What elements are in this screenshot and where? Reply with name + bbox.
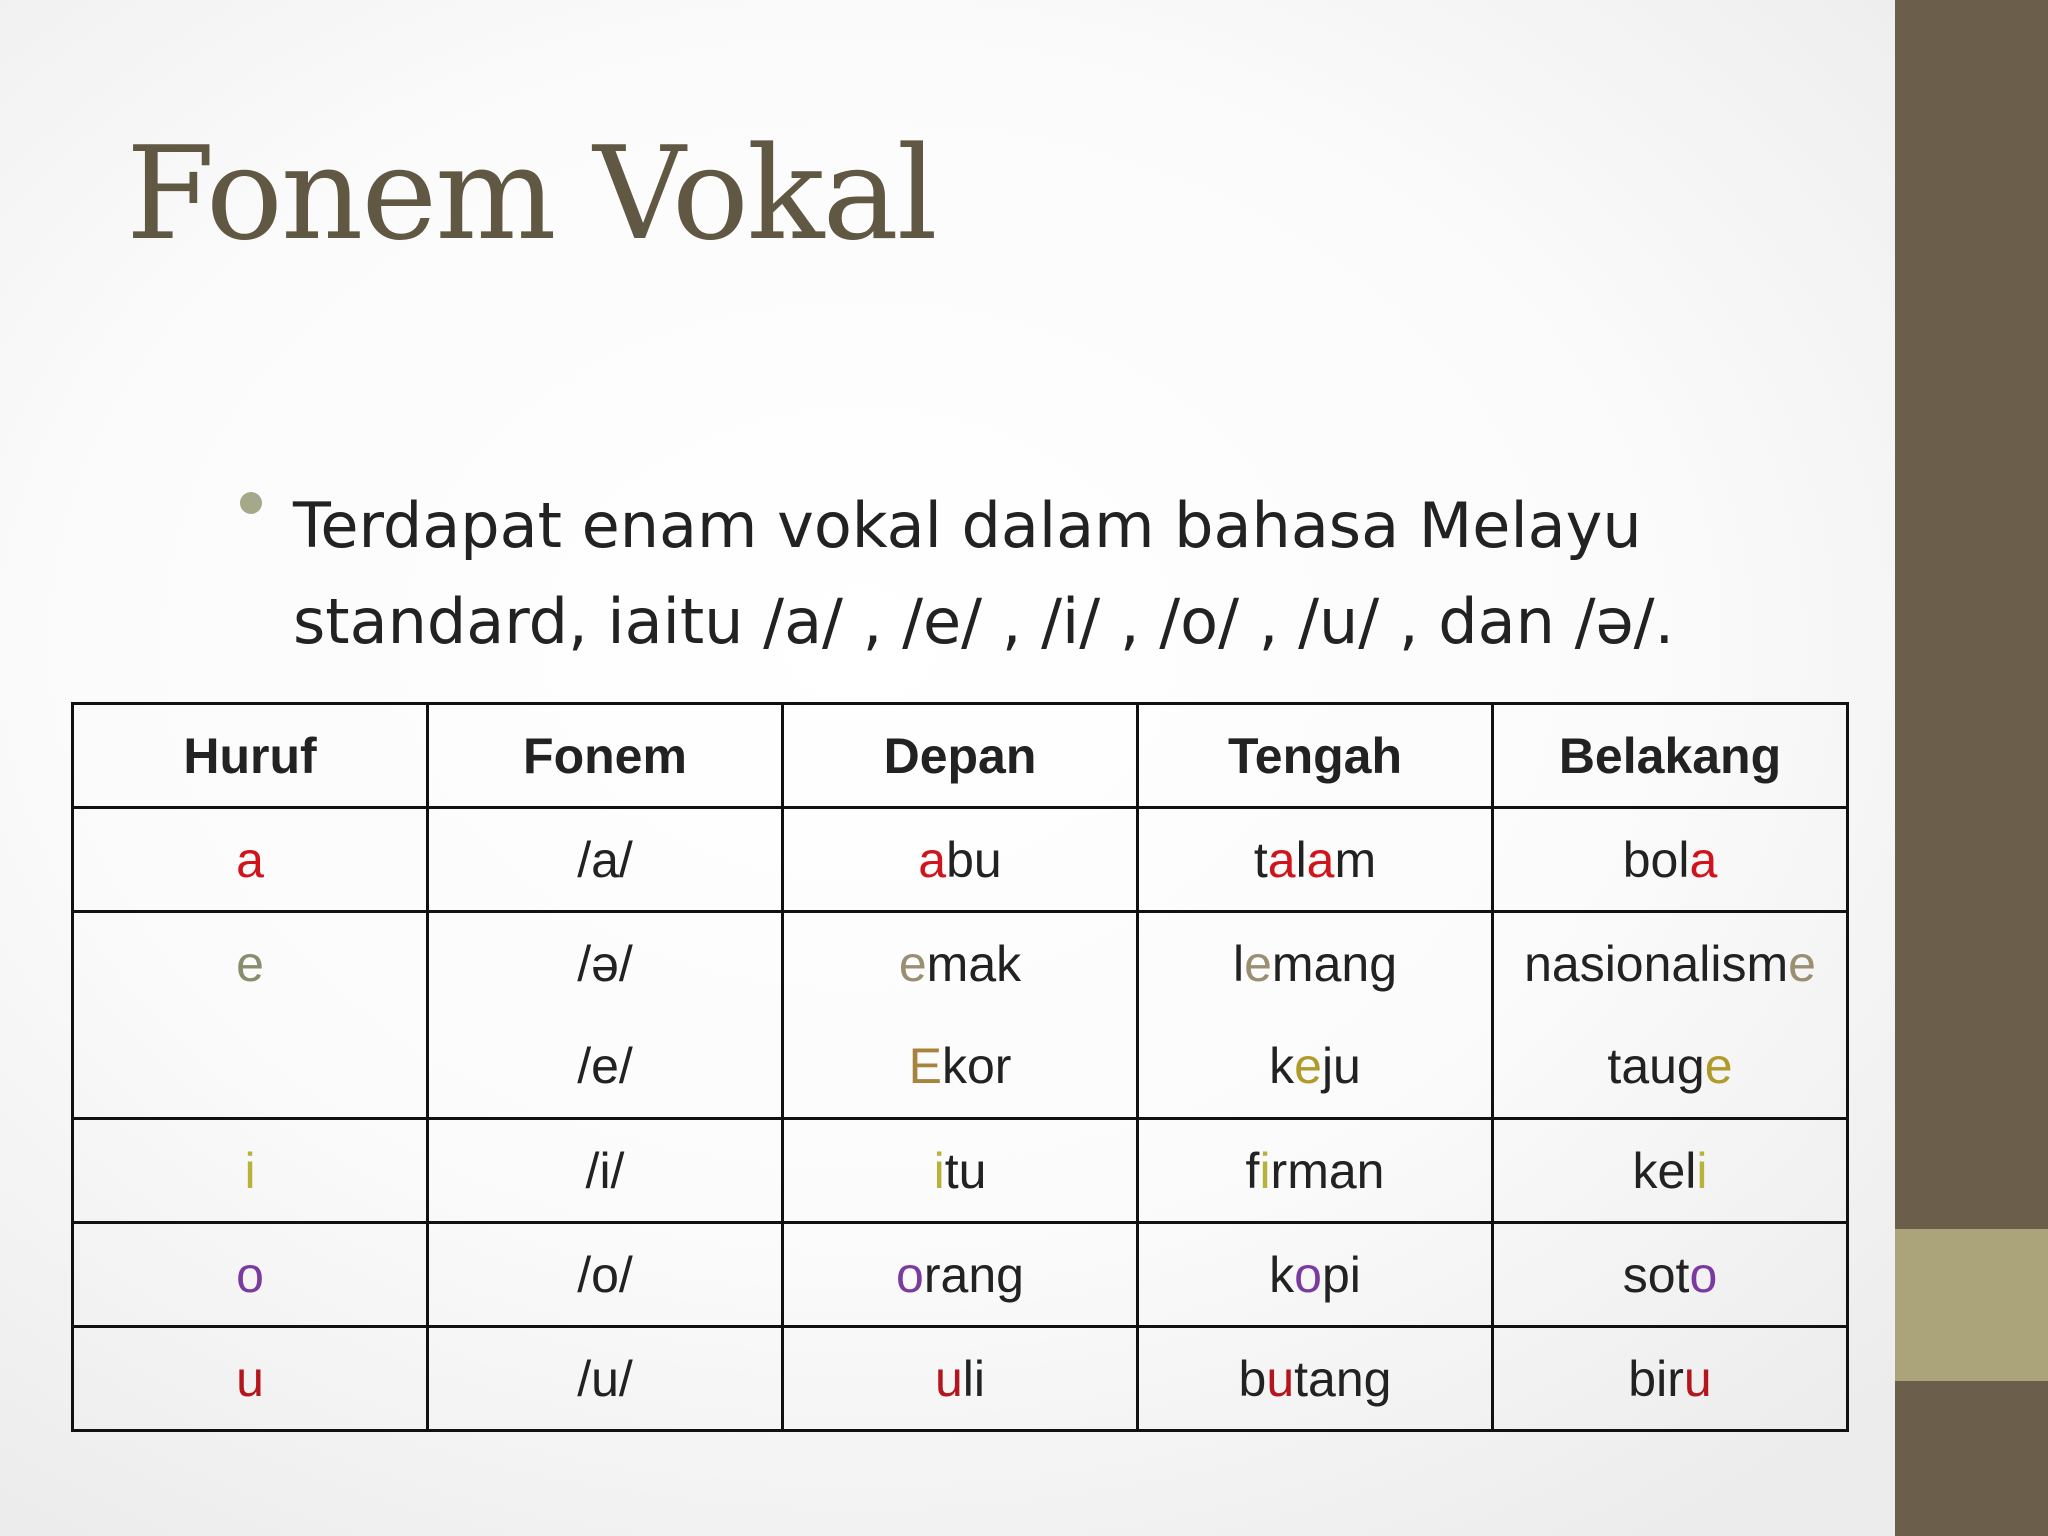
bullet-line-2: standard, iaitu /a/ , /e/ , /i/ , /o/ , /u/ , dan /ə/. xyxy=(293,585,1675,658)
word xyxy=(784,1015,1136,1117)
vowel-highlight: a xyxy=(1689,831,1718,888)
cell-depan xyxy=(783,808,1138,912)
vowel-highlight: e xyxy=(1294,1038,1322,1094)
cell-tengah xyxy=(1138,1223,1493,1327)
cell-huruf: i xyxy=(73,1119,428,1223)
word xyxy=(1139,913,1491,1015)
word-part: mak xyxy=(926,936,1022,992)
cell-fonem: /a/ xyxy=(428,808,783,912)
header-belakang: Belakang xyxy=(1493,704,1848,808)
table-header-row xyxy=(73,704,1848,808)
word-part: li xyxy=(962,1350,986,1407)
word xyxy=(784,913,1136,1015)
word xyxy=(1494,913,1846,1015)
fonem-value: /e/ xyxy=(577,1038,633,1094)
header-depan: Depan xyxy=(783,704,1138,808)
table-row xyxy=(73,1223,1848,1327)
cell-tengah xyxy=(1138,808,1493,912)
word-part: nasionalism xyxy=(1524,936,1789,992)
word-part: m xyxy=(1334,831,1377,888)
cell-belakang xyxy=(1493,1223,1848,1327)
bullet-text xyxy=(293,478,1853,670)
table-row xyxy=(73,1327,1848,1431)
word-part: rang xyxy=(923,1246,1024,1303)
bullet-dot-icon xyxy=(240,492,262,514)
word-part: b xyxy=(1238,1350,1267,1407)
header-huruf: Huruf xyxy=(73,704,428,808)
cell-fonem: /o/ xyxy=(428,1223,783,1327)
word-part: ju xyxy=(1321,1038,1361,1094)
word-part: kor xyxy=(941,1038,1012,1094)
vowel-highlight: u xyxy=(1683,1350,1712,1407)
vowel-highlight: a xyxy=(1306,831,1335,888)
word xyxy=(1494,1015,1846,1117)
word-part: bir xyxy=(1628,1350,1684,1407)
table-row xyxy=(73,912,1848,1119)
cell-huruf: o xyxy=(73,1223,428,1327)
vowel-highlight: e xyxy=(1244,936,1272,992)
vowel-table xyxy=(71,702,1849,1432)
cell-fonem: /i/ xyxy=(428,1119,783,1223)
vowel-highlight: e xyxy=(898,936,927,992)
word-part: bol xyxy=(1622,831,1690,888)
vowel-highlight: u xyxy=(1266,1350,1295,1407)
fonem-value: /ə/ xyxy=(577,936,633,992)
cell-fonem: /u/ xyxy=(428,1327,783,1431)
word-part: tang xyxy=(1294,1350,1392,1407)
bullet-line-1: Terdapat enam vokal dalam bahasa Melayu xyxy=(293,489,1642,562)
cell-tengah xyxy=(1138,1119,1493,1223)
word-part: k xyxy=(1269,1038,1295,1094)
word xyxy=(1139,1015,1491,1117)
slide-title: Fonem Vokal xyxy=(126,120,936,269)
word-part: l xyxy=(1233,936,1245,992)
vowel-highlight: E xyxy=(908,1038,942,1094)
cell-huruf xyxy=(73,912,428,1119)
vowel-highlight: e xyxy=(1788,936,1816,992)
cell-huruf: u xyxy=(73,1327,428,1431)
header-tengah: Tengah xyxy=(1138,704,1493,808)
word-part: t xyxy=(1253,831,1268,888)
vowel-highlight: i xyxy=(1259,1142,1271,1199)
vowel-highlight: i xyxy=(1696,1142,1708,1199)
vowel-highlight: a xyxy=(1267,831,1296,888)
huruf-value: e xyxy=(236,936,264,992)
word-part: k xyxy=(1269,1246,1295,1303)
vowel-highlight: i xyxy=(933,1142,945,1199)
vowel-highlight: o xyxy=(1294,1246,1322,1303)
word-part: mang xyxy=(1271,936,1397,992)
word-part: taug xyxy=(1607,1038,1705,1094)
word-part: tu xyxy=(944,1142,987,1199)
vowel-highlight: o xyxy=(1689,1246,1718,1303)
word-part: bu xyxy=(946,831,1002,888)
vowel-highlight: e xyxy=(1704,1038,1733,1094)
word-part: rman xyxy=(1270,1142,1385,1199)
word-part: sot xyxy=(1622,1246,1690,1303)
cell-belakang xyxy=(1493,808,1848,912)
cell-depan xyxy=(783,912,1138,1119)
cell-fonem xyxy=(428,912,783,1119)
word-part: pi xyxy=(1321,1246,1361,1303)
cell-belakang xyxy=(1493,1327,1848,1431)
vowel-highlight: a xyxy=(918,831,947,888)
table-row xyxy=(73,808,1848,912)
vowel-highlight: o xyxy=(896,1246,924,1303)
word-part: f xyxy=(1245,1142,1260,1199)
cell-depan xyxy=(783,1327,1138,1431)
cell-depan xyxy=(783,1223,1138,1327)
table-row xyxy=(73,1119,1848,1223)
cell-tengah xyxy=(1138,912,1493,1119)
cell-depan xyxy=(783,1119,1138,1223)
cell-belakang xyxy=(1493,912,1848,1119)
word-part: l xyxy=(1295,831,1307,888)
header-fonem: Fonem xyxy=(428,704,783,808)
cell-huruf: a xyxy=(73,808,428,912)
slide-side-accent xyxy=(1895,1229,2048,1381)
word-part: kel xyxy=(1632,1142,1697,1199)
vowel-highlight: u xyxy=(934,1350,963,1407)
cell-belakang xyxy=(1493,1119,1848,1223)
cell-tengah xyxy=(1138,1327,1493,1431)
